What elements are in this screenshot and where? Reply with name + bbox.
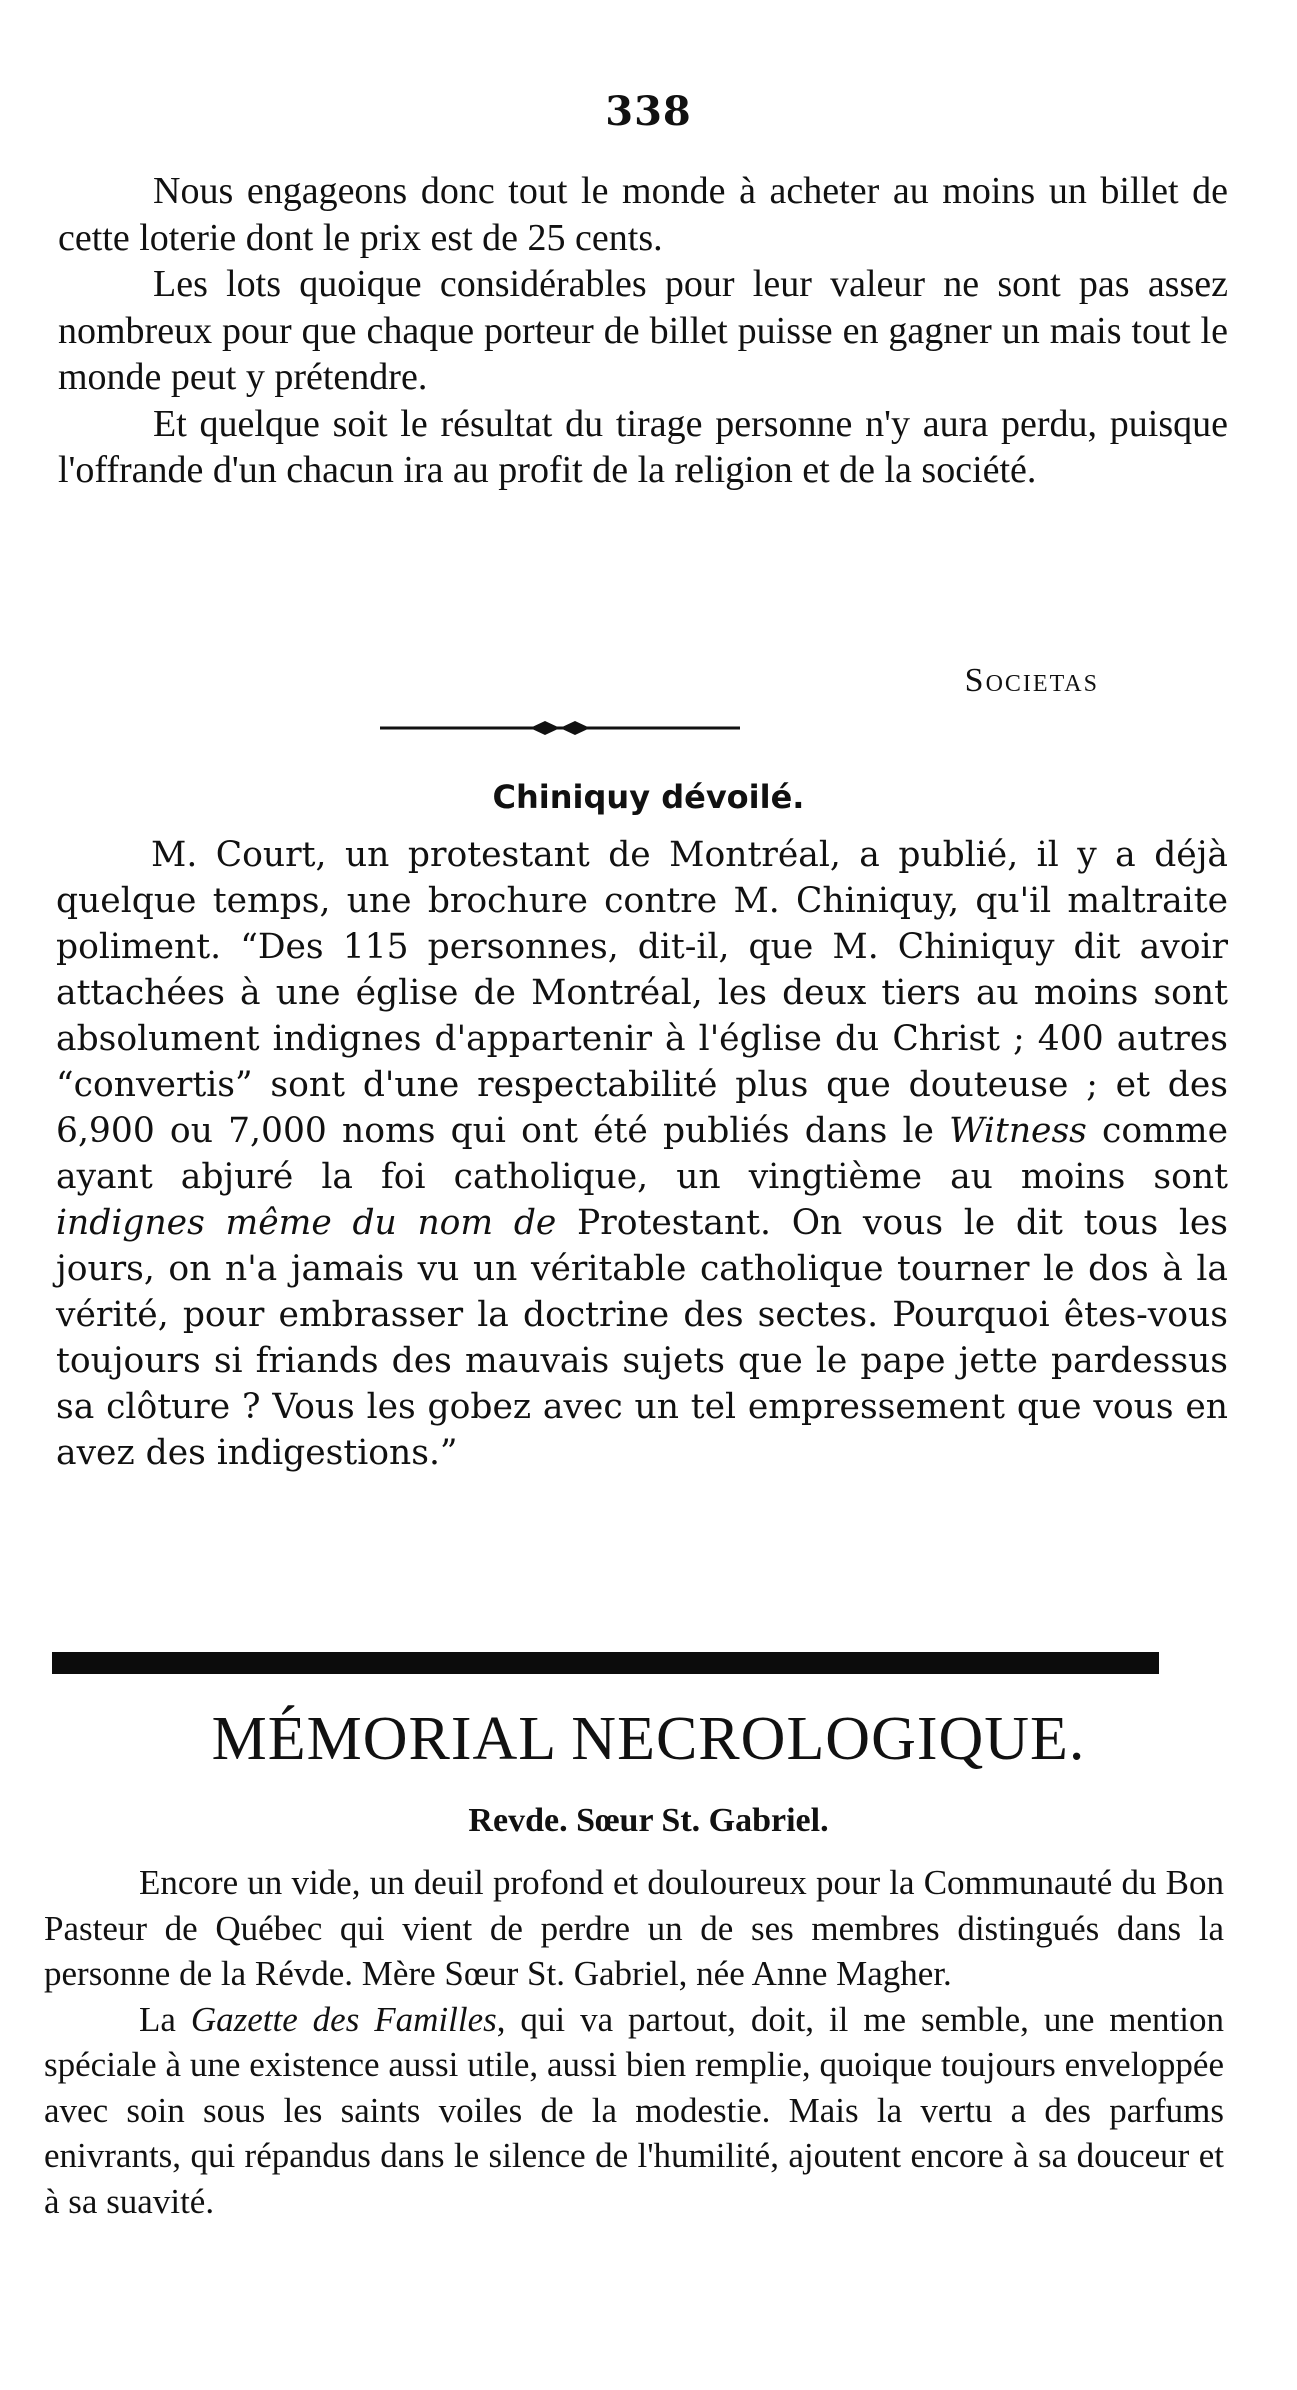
lottery-paragraph: Et quelque soit le résultat du tirage personne n'y aura perdu, puisque l'offrande d'un chacun ira au profit de la religion et de la société.	[58, 402, 1228, 491]
memorial-text-end: , qui va partout, doit, il me semble, une mention spéciale à une existence aussi utile, aussi bien remplie, quoique toujours enveloppée avec soin sous les saints voiles de la modestie. Mais la vertu a des parfums enivrants, qui répandus dans le silence de l'humilité, ajoutent encore à sa douceur et à sa suavité.	[44, 1999, 1224, 2221]
gazette-title: Gazette des Familles	[190, 1999, 497, 2039]
article-title: Chiniquy dévoilé.	[492, 778, 805, 816]
memorial-text-start: La	[139, 1999, 191, 2039]
italic-phrase: indignes même du nom de	[56, 1203, 557, 1243]
memorial-body	[44, 1860, 1224, 2224]
article-text-start: M. Court, un protestant de Montréal, a publié, il y a déjà quelque temps, une brochure contre M. Chiniquy, qu'il maltraite poliment. “Des 115 personnes, dit-il, que M. Chiniquy dit avoir attachées à une église de Montréal, les deux tiers au moins sont absolument indignes d'appartenir à l'église du Christ ; 400 autres “convertis” sont d'une respectabilité plus que douteuse ; et des 6,900 ou 7,000 noms qui ont été publiés dans le	[56, 835, 1228, 1151]
memorial-title: MÉMORIAL NECROLOGIQUE.	[211, 1705, 1086, 1773]
section-rule	[52, 1652, 1159, 1674]
lottery-section	[58, 168, 1228, 494]
ornament-divider	[380, 718, 740, 738]
article-text-mid: comme ayant abjuré la foi catholique, un vingtième au moins sont	[56, 1111, 1228, 1197]
memorial-subtitle: Revde. Sœur St. Gabriel.	[468, 1802, 829, 1839]
page-number: 338	[605, 88, 692, 135]
lottery-paragraph: Nous engageons donc tout le monde à acheter au moins un billet de cette loterie dont le prix est de 25 cents.	[58, 170, 1228, 259]
memorial-paragraph	[44, 1997, 1224, 2225]
witness-newspaper: Witness	[949, 1111, 1087, 1151]
article-body	[56, 832, 1228, 1476]
article-text-end: Protestant. On vous le dit tous les jours, on n'a jamais vu un véritable catholique tourner le dos à la vérité, pour embrasser la doctrine des sectes. Pourquoi êtes-vous toujours si friands des mauvais sujets que le pape jette pardessus sa clôture ? Vous les gobez avec un tel empressement que vous en avez des indigestions.”	[56, 1203, 1228, 1473]
article-paragraph	[56, 832, 1228, 1476]
memorial-paragraph: Encore un vide, un deuil profond et douloureux pour la Communauté du Bon Pasteur de Québec qui vient de perdre un de ses membres distingués dans la personne de la Révde. Mère Sœur St. Gabriel, née Anne Magher.	[44, 1863, 1224, 1993]
signature: Societas	[964, 662, 1099, 699]
lottery-paragraph: Les lots quoique considérables pour leur valeur ne sont pas assez nombreux pour que chaque porteur de billet puisse en gagner un mais tout le monde peut y prétendre.	[58, 263, 1228, 398]
